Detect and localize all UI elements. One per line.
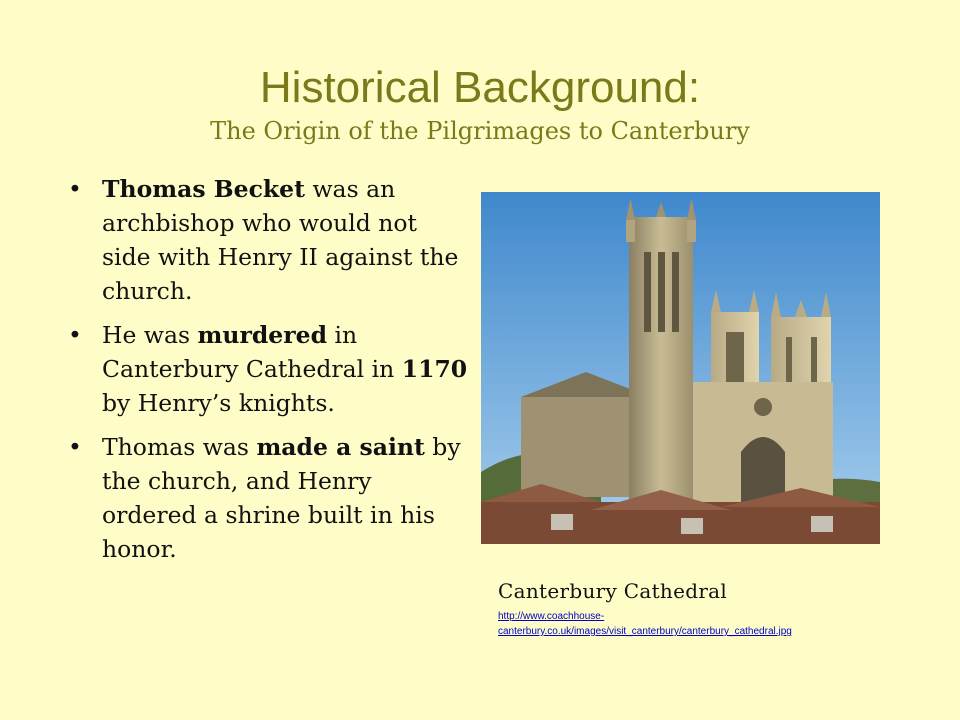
bullet-dot-icon: • — [68, 175, 82, 203]
bullet-segment: was an archbishop who would not side with Henry II against the church. — [102, 175, 459, 305]
bullet-segment: murdered — [197, 321, 328, 349]
bullet-text — [102, 433, 461, 563]
bullet-segment: 1170 — [401, 355, 468, 383]
bullet-item — [68, 318, 468, 420]
cathedral-illustration — [481, 192, 880, 544]
slide-title: Historical Background: — [259, 63, 701, 112]
slide-subtitle: The Origin of the Pilgrimages to Canterbury — [210, 117, 750, 145]
bullet-dot-icon: • — [68, 321, 82, 349]
bullet-segment: in Canterbury Cathedral in — [102, 321, 402, 383]
bullet-text — [102, 175, 458, 305]
photo-caption: Canterbury Cathedral — [498, 579, 728, 603]
bullet-segment: made a saint — [256, 433, 425, 461]
bullet-segment: Thomas was — [102, 433, 257, 461]
bullet-list — [68, 172, 468, 576]
bullet-segment: Thomas Becket — [102, 175, 305, 203]
bullet-segment: by the church, and Henry ordered a shrine built in his honor. — [102, 433, 461, 563]
bullet-item — [68, 172, 468, 308]
bullet-segment: by Henry’s knights. — [102, 389, 335, 417]
bullet-segment: He was — [102, 321, 198, 349]
cathedral-photo — [481, 192, 880, 544]
source-link[interactable]: http://www.coachhouse-canterbury.co.uk/images/visit_canterbury/canterbury_cathedral.jpg — [498, 611, 792, 637]
bullet-dot-icon: • — [68, 433, 82, 461]
bullet-item — [68, 430, 468, 566]
bullet-text — [102, 321, 467, 417]
